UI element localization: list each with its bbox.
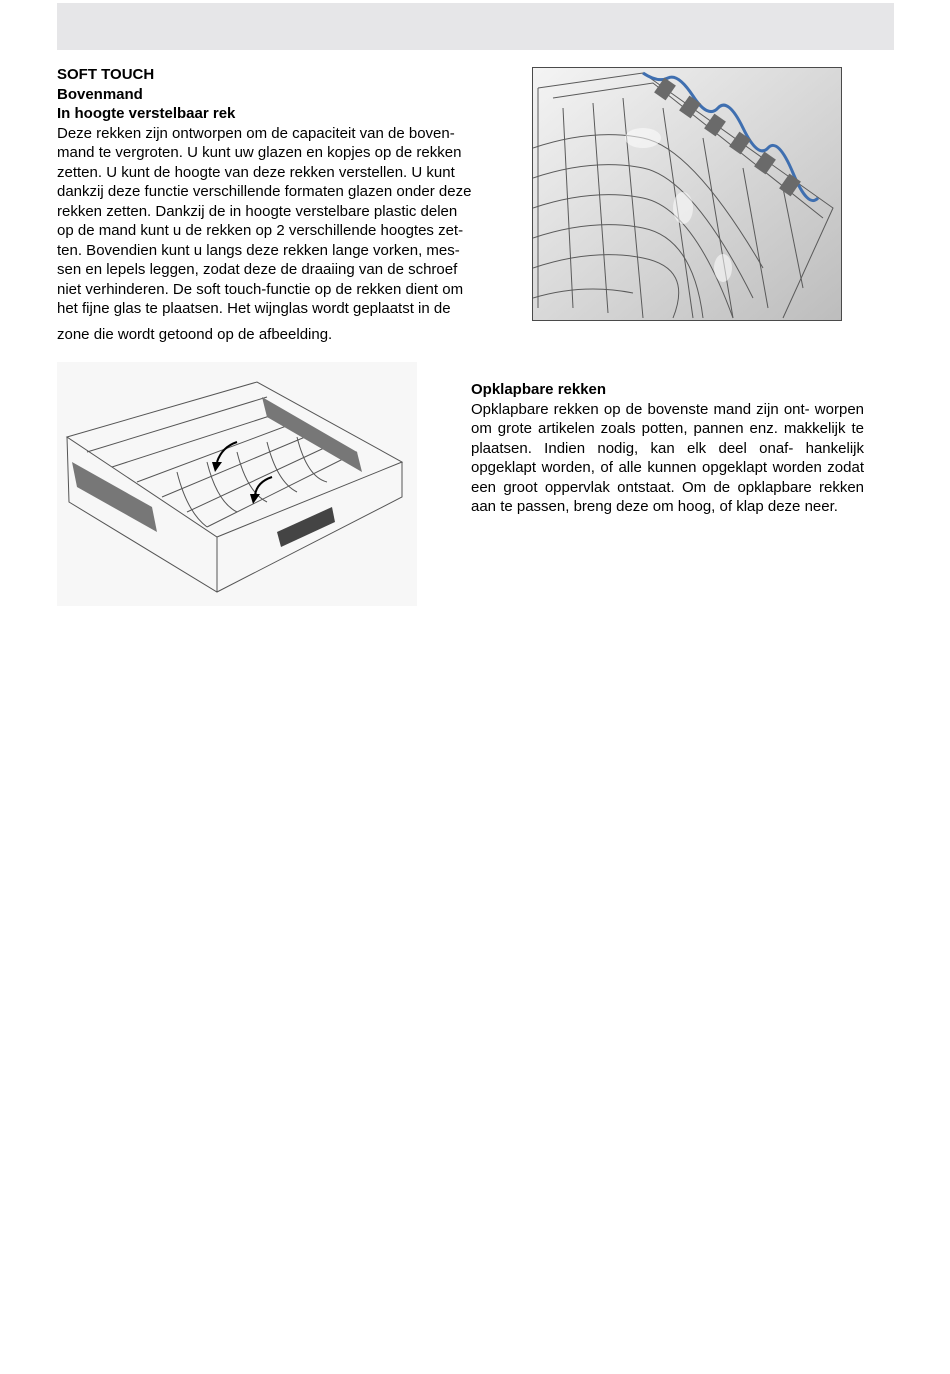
heading-bovenmand: Bovenmand <box>57 85 143 103</box>
paragraph-line: op de mand kunt u de rekken op 2 verschillende hoogtes zet- <box>57 222 464 239</box>
paragraph-line: ten. Bovendien kunt u langs deze rekken lange vorken, mes- <box>57 241 460 259</box>
section-opklapbare-rekken <box>471 380 864 517</box>
paragraph-line: mand te vergroten. U kunt uw glazen en kopjes op de rekken <box>57 144 462 161</box>
heading-opklapbare-rekken: Opklapbare rekken <box>471 381 607 398</box>
paragraph-line: het fijne glas te plaatsen. Het wijnglas wordt geplaatst in de <box>57 300 451 317</box>
paragraph-line: zetten. U kunt de hoogte van deze rekken verstellen. U kunt <box>57 163 455 181</box>
paragraph-line: rekken zetten. Dankzij de in hoogte verstelbare plastic delen <box>57 202 458 220</box>
section-soft-touch <box>57 65 527 344</box>
upper-basket-photo <box>532 67 842 321</box>
header-bar <box>57 3 894 50</box>
paragraph-line: niet verhinderen. De soft touch-functie op de rekken dient om <box>57 280 464 298</box>
paragraph-line: dankzij deze functie verschillende formaten glazen onder deze <box>57 183 472 200</box>
heading-soft-touch: SOFT TOUCH <box>57 66 155 83</box>
paragraph-line: Deze rekken zijn ontworpen om de capaciteit van de boven- <box>57 124 455 142</box>
foldable-racks-illustration <box>57 362 417 606</box>
paragraph-line: sen en lepels leggen, zodat deze de draaiing van de schroef <box>57 261 458 278</box>
heading-verstelbaar-rek: In hoogte verstelbaar rek <box>57 105 236 122</box>
paragraph-last-line: zone die wordt getoond op de afbeelding. <box>57 325 333 343</box>
paragraph-opklapbare-rekken: Opklapbare rekken op de bovenste mand zijn ont- worpen om grote artikelen zoals potten, pannen enz. makkelijk te plaatsen. Indien nodig, kan elk deel onaf- hankelijk opgeklapt worden, of alle kunnen opgeklapt worden zodat een groot oppervlak ontstaat. Om de opklapbare rekken aan te passen, breng deze om hoog, of klap deze neer. <box>471 400 864 515</box>
